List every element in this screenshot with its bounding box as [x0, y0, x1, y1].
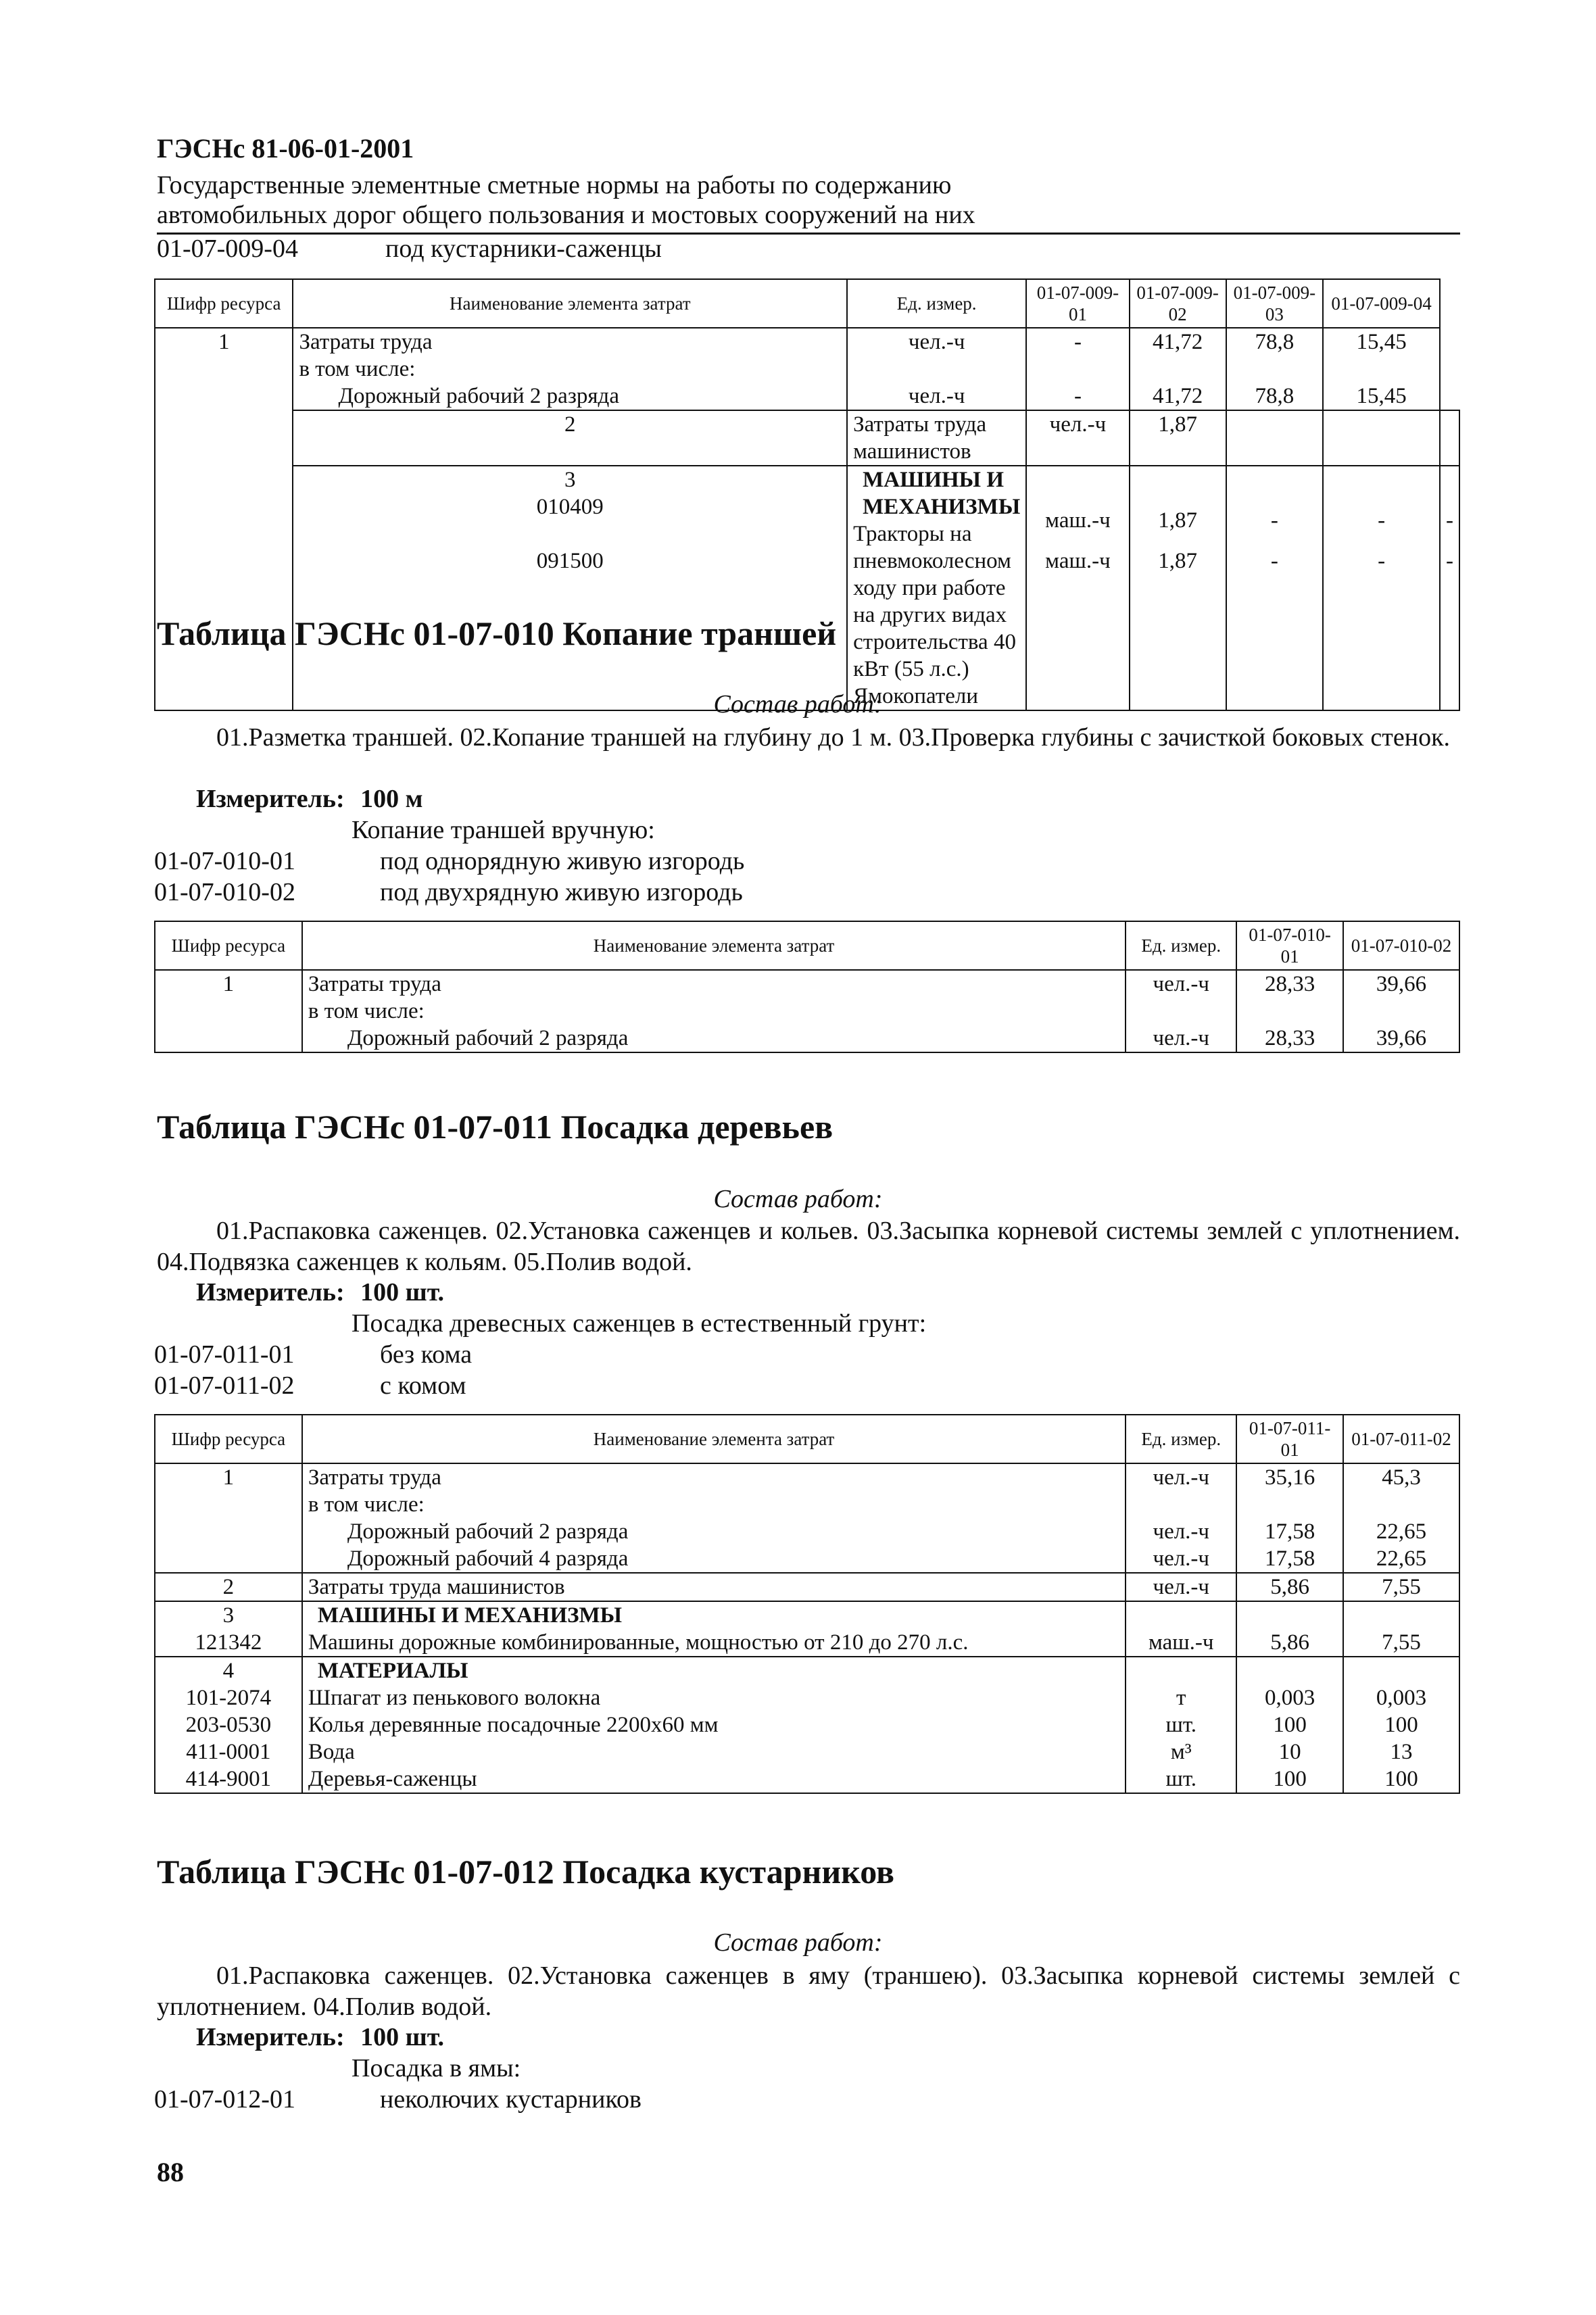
value: 10	[1278, 1740, 1301, 1764]
resource-code-value: 414-9001	[185, 1767, 272, 1791]
resource-code: 2	[293, 410, 847, 466]
resource-code-value: 010409	[536, 495, 604, 519]
cost-element-label: Затраты труда	[308, 1465, 441, 1490]
value: 7,55	[1343, 1573, 1459, 1601]
value-cell	[1343, 1463, 1459, 1573]
subsection-title: Посадка в ямы:	[352, 2054, 521, 2082]
meter	[196, 784, 433, 814]
value-cell	[1343, 1657, 1459, 1793]
resource-code-value: 091500	[536, 549, 604, 573]
value	[1323, 410, 1440, 466]
value: 17,58	[1265, 1519, 1315, 1544]
column-header: Наименование элемента затрат	[302, 1415, 1126, 1463]
composition-label: Состав работ:	[713, 690, 883, 718]
value: -	[1378, 549, 1386, 573]
value: 39,66	[1376, 1026, 1427, 1050]
unit-value: шт.	[1165, 1713, 1197, 1737]
value: 1,87	[1158, 549, 1197, 573]
work-description: 01.Распаковка саженцев. 02.Установка саженцев в яму (траншею). 03.Засыпка корневой системы землей с уплотнением. 04.Полив водой.	[157, 1961, 1460, 2021]
value: 100	[1384, 1713, 1418, 1737]
resource-code-value: 411-0001	[186, 1740, 271, 1764]
meter-label: Измеритель:	[196, 785, 345, 813]
unit-value: маш.-ч	[1045, 508, 1111, 533]
value: 17,58	[1265, 1546, 1315, 1571]
cost-element-label: Колья деревянные посадочные 2200х60 мм	[308, 1713, 719, 1737]
value: -	[1270, 549, 1278, 573]
column-header: 01-07-010-01	[1236, 921, 1343, 970]
value: 22,65	[1376, 1519, 1427, 1544]
table-row	[155, 1601, 1459, 1657]
subsection-title: Посадка древесных саженцев в естественный грунт:	[352, 1309, 927, 1338]
column-header: 01-07-009-03	[1226, 279, 1324, 328]
cost-element-label: Дорожный рабочий 2 разряда	[338, 384, 619, 408]
section-number: 4	[222, 1659, 235, 1683]
table-header-row	[155, 1415, 1459, 1463]
resource-code	[155, 1657, 302, 1793]
cost-element-label: Дорожный рабочий 2 разряда	[347, 1519, 629, 1544]
norm-name: под двухрядную живую изгородь	[380, 878, 743, 906]
unit-value: чел.-ч	[1153, 1546, 1210, 1571]
value: 100	[1273, 1767, 1307, 1791]
cost-element-label: Тракторы на пневмоколесном ходу при работе на других видах строительства 40 кВт (55 л.с.)	[853, 522, 1016, 681]
norm-table-01-07-010	[154, 921, 1460, 1053]
norm-name: под кустарники-саженцы	[385, 235, 662, 263]
cost-element-label: Машины дорожные комбинированные, мощностью от 210 до 270 л.с.	[308, 1630, 969, 1655]
resource-code: 1	[155, 1463, 302, 1573]
work-description: 01.Разметка траншей. 02.Копание траншей на глубину до 1 м. 03.Проверка глубины с зачисткой боковых стенок.	[216, 723, 1451, 752]
resource-code: 1	[155, 970, 302, 1052]
cost-element-label: Ямокопатели	[853, 684, 979, 708]
unit-value: чел.-ч	[1153, 1026, 1210, 1050]
table-header-row	[155, 279, 1459, 328]
column-header: Наименование элемента затрат	[302, 921, 1126, 970]
section-number: 3	[564, 468, 576, 492]
column-header: 01-07-009-04	[1323, 279, 1440, 328]
value: 5,86	[1236, 1573, 1343, 1601]
cost-element-label: Затраты труда	[299, 330, 433, 354]
cost-element-name	[302, 970, 1126, 1052]
value-cell	[1343, 970, 1459, 1052]
value: -	[1073, 384, 1082, 408]
unit-value: м³	[1170, 1740, 1192, 1764]
value: -	[1378, 508, 1386, 533]
value: 22,65	[1376, 1546, 1427, 1571]
table-row	[155, 410, 1459, 466]
value: 0,003	[1265, 1686, 1315, 1710]
cost-element-label: Шпагат из пенькового волокна	[308, 1686, 601, 1710]
value: 0,003	[1376, 1686, 1427, 1710]
meter-label: Измеритель:	[196, 2023, 345, 2051]
table-row	[155, 328, 1459, 410]
value-cell	[1226, 328, 1324, 410]
unit-value: чел.-ч	[1153, 972, 1210, 996]
value-cell	[1130, 328, 1226, 410]
meter	[196, 2022, 454, 2052]
value: 41,72	[1153, 330, 1203, 354]
table-row	[155, 466, 1459, 710]
value-cell	[1343, 1601, 1459, 1657]
value	[1440, 410, 1459, 466]
section-number: 3	[222, 1603, 235, 1628]
value: 45,3	[1382, 1465, 1421, 1490]
resource-code-value: 101-2074	[185, 1686, 272, 1710]
norm-name: с комом	[380, 1371, 466, 1400]
cost-element-label: в том числе:	[299, 357, 416, 381]
unit-value: чел.-ч	[908, 384, 965, 408]
table-header-row	[155, 921, 1459, 970]
unit-value: маш.-ч	[1148, 1630, 1214, 1655]
composition-label: Состав работ:	[713, 1185, 883, 1213]
value: 41,72	[1153, 384, 1203, 408]
value: 28,33	[1265, 972, 1315, 996]
norm-code: 01-07-010-02	[154, 878, 295, 906]
value: 100	[1384, 1767, 1418, 1791]
table-row	[155, 1573, 1459, 1601]
value: 78,8	[1255, 384, 1295, 408]
value-cell	[1026, 328, 1129, 410]
unit-value: чел.-ч	[1126, 1573, 1236, 1601]
value-cell	[1323, 328, 1440, 410]
norm-name: неколючих кустарников	[380, 2085, 642, 2114]
cost-element-label: в том числе:	[308, 999, 425, 1023]
resource-code-value: 203-0530	[185, 1713, 272, 1737]
value: -	[1073, 330, 1082, 354]
column-header: Ед. измер.	[1126, 921, 1236, 970]
cost-element-label: Вода	[308, 1740, 355, 1764]
norm-code: 01-07-011-02	[154, 1371, 295, 1400]
value: 100	[1273, 1713, 1307, 1737]
column-header: 01-07-010-02	[1343, 921, 1459, 970]
column-header: Наименование элемента затрат	[293, 279, 847, 328]
document-code: ГЭСНс 81-06-01-2001	[157, 133, 414, 164]
norm-name: без кома	[380, 1340, 473, 1369]
resource-code: 2	[155, 1573, 302, 1601]
value: -	[1446, 508, 1453, 533]
meter	[196, 1277, 454, 1307]
norm-code: 01-07-011-01	[154, 1340, 295, 1369]
table-row	[155, 1657, 1459, 1793]
meter-value: 100 м	[360, 785, 423, 813]
value: 5,86	[1270, 1630, 1310, 1655]
resource-code: 1	[155, 328, 293, 710]
value: 35,16	[1265, 1465, 1315, 1490]
value-cell	[1236, 1657, 1343, 1793]
section-heading: МАШИНЫ И МЕХАНИЗМЫ	[317, 1603, 623, 1628]
resource-code	[293, 466, 847, 710]
value: 15,45	[1356, 384, 1407, 408]
norm-code: 01-07-009-04	[157, 235, 298, 263]
section-title: Таблица ГЭСНс 01-07-010 Копание траншей	[157, 614, 837, 652]
value: 1,87	[1158, 508, 1197, 533]
unit-value: чел.-ч	[908, 330, 965, 354]
unit-value: маш.-ч	[1045, 549, 1111, 573]
value: 15,45	[1356, 330, 1407, 354]
value-cell	[1440, 466, 1459, 710]
cost-element-name	[302, 1601, 1126, 1657]
norm-code: 01-07-010-01	[154, 847, 295, 875]
cost-element-name: Затраты труда машинистов	[302, 1573, 1126, 1601]
page-number: 88	[157, 2157, 184, 2187]
value-cell	[1323, 466, 1440, 710]
composition-label: Состав работ:	[713, 1928, 883, 1957]
unit-value: чел.-ч	[1026, 410, 1129, 466]
work-description: 01.Распаковка саженцев. 02.Установка саженцев и кольев. 03.Засыпка корневой системы землей с уплотнением. 04.Подвязка саженцев к кольям. 05.Полив водой.	[157, 1217, 1460, 1276]
column-header: Ед. измер.	[1126, 1415, 1236, 1463]
value-cell	[1236, 970, 1343, 1052]
resource-code	[155, 1601, 302, 1657]
cost-element-label: Затраты труда	[308, 972, 441, 996]
unit-cell	[1126, 1463, 1236, 1573]
value: 13	[1390, 1740, 1413, 1764]
value: -	[1446, 549, 1453, 573]
table-row	[155, 970, 1459, 1052]
header-rule	[157, 233, 1460, 235]
meter-value: 100 шт.	[360, 1278, 445, 1307]
value-cell	[1236, 1601, 1343, 1657]
value: 28,33	[1265, 1026, 1315, 1050]
column-header: 01-07-011-01	[1236, 1415, 1343, 1463]
meter-label: Измеритель:	[196, 1278, 345, 1307]
resource-code-value: 121342	[195, 1630, 262, 1655]
unit-cell	[1126, 970, 1236, 1052]
norm-name: под однорядную живую изгородь	[380, 847, 745, 875]
section-title: Таблица ГЭСНс 01-07-011 Посадка деревьев	[157, 1108, 833, 1146]
cost-element-label: Дорожный рабочий 2 разряда	[347, 1026, 629, 1050]
document-title-line-1: Государственные элементные сметные нормы на работы по содержанию	[157, 171, 952, 199]
cost-element-name	[302, 1657, 1126, 1793]
column-header: 01-07-011-02	[1343, 1415, 1459, 1463]
cost-element-name: Затраты труда машинистов	[847, 410, 1026, 466]
column-header: 01-07-009-01	[1026, 279, 1129, 328]
unit-value: шт.	[1165, 1767, 1197, 1791]
table-row	[155, 1463, 1459, 1573]
value	[1226, 410, 1324, 466]
column-header: Шифр ресурса	[155, 279, 293, 328]
column-header: Шифр ресурса	[155, 1415, 302, 1463]
value: 39,66	[1376, 972, 1427, 996]
value-cell	[1130, 466, 1226, 710]
value-cell	[1236, 1463, 1343, 1573]
column-header: Ед. измер.	[847, 279, 1026, 328]
value-cell	[1226, 466, 1324, 710]
value: 78,8	[1255, 330, 1295, 354]
subsection-title: Копание траншей вручную:	[352, 816, 655, 844]
unit-value: чел.-ч	[1153, 1465, 1210, 1490]
section-heading: МАШИНЫ И МЕХАНИЗМЫ	[863, 468, 1021, 519]
value: -	[1270, 508, 1278, 533]
norm-code: 01-07-012-01	[154, 2085, 295, 2114]
cost-element-label: Деревья-саженцы	[308, 1767, 477, 1791]
unit-cell	[1026, 466, 1129, 710]
section-heading: МАТЕРИАЛЫ	[317, 1659, 468, 1683]
meter-value: 100 шт.	[360, 2023, 445, 2051]
cost-element-name	[302, 1463, 1126, 1573]
cost-element-name	[847, 466, 1026, 710]
cost-element-label: в том числе:	[308, 1492, 425, 1517]
column-header: 01-07-009-02	[1130, 279, 1226, 328]
document-title-line-2: автомобильных дорог общего пользования и мостовых сооружений на них	[157, 201, 975, 229]
unit-cell	[847, 328, 1026, 410]
unit-value: т	[1176, 1686, 1186, 1710]
norm-table-01-07-011	[154, 1414, 1460, 1794]
column-header: Шифр ресурса	[155, 921, 302, 970]
cost-element-label: Дорожный рабочий 4 разряда	[347, 1546, 629, 1571]
unit-cell	[1126, 1657, 1236, 1793]
section-title: Таблица ГЭСНс 01-07-012 Посадка кустарников	[157, 1853, 895, 1891]
unit-cell	[1126, 1601, 1236, 1657]
unit-value: чел.-ч	[1153, 1519, 1210, 1544]
value: 1,87	[1130, 410, 1226, 466]
cost-element-name	[293, 328, 847, 410]
value: 7,55	[1382, 1630, 1421, 1655]
